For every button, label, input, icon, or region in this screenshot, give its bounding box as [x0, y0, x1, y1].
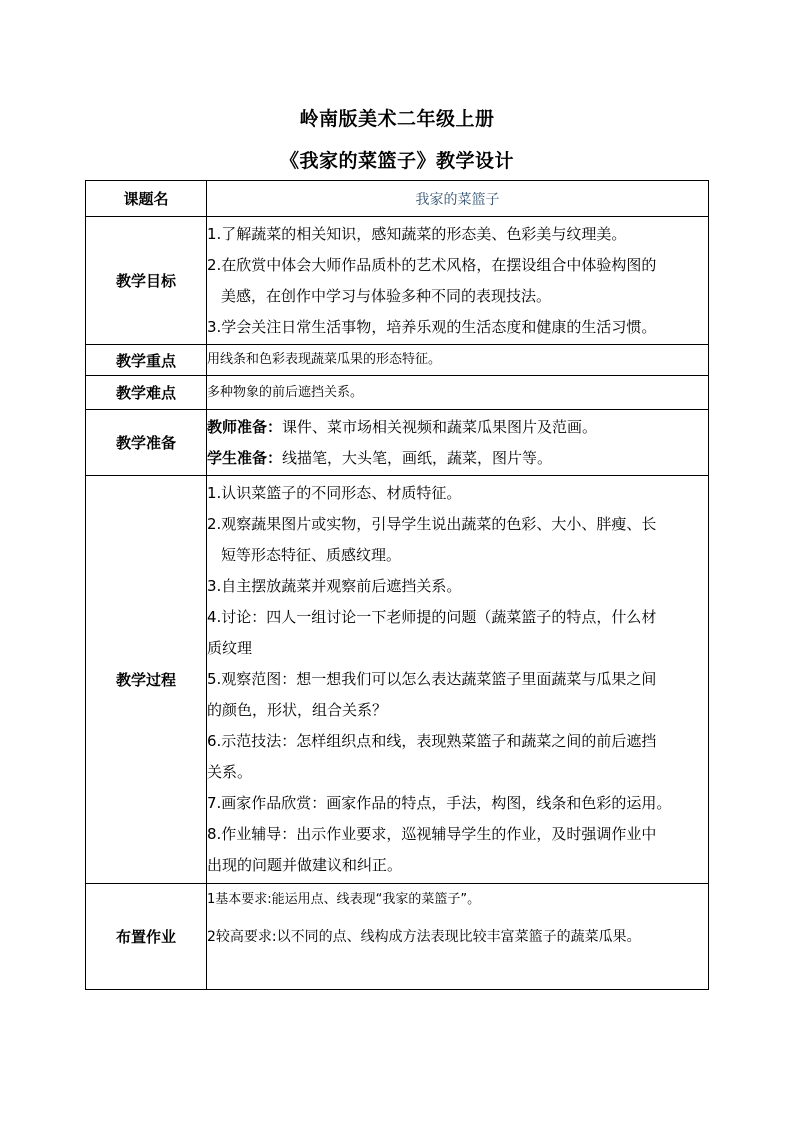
- process-item: 出现的问题并做建议和纠正。: [207, 856, 403, 874]
- label-prep: 教学准备: [86, 410, 207, 476]
- process-item: 的颜色，形状，组合关系？: [207, 701, 388, 719]
- row-goals: [86, 217, 709, 345]
- process-item: 关系。: [207, 763, 253, 781]
- label-process: 教学过程: [86, 476, 207, 884]
- label-key: 教学重点: [86, 345, 207, 376]
- document-subtitle: 《我家的菜篮子》教学设计: [279, 150, 514, 172]
- label-goals: 教学目标: [86, 217, 207, 345]
- value-key: 用线条和色彩表现蔬菜瓜果的形态特征。: [207, 352, 442, 367]
- teacher-prep: [207, 412, 708, 443]
- value-difficulty: 多种物象的前后遮挡关系。: [207, 384, 364, 400]
- process-item: 5.观察范图：想一想我们可以怎么表达蔬菜篮子里面蔬菜与瓜果之间: [207, 670, 657, 688]
- process-item: 4.讨论：四人一组讨论一下老师提的问题（蔬菜篮子的特点，什么材: [207, 608, 657, 626]
- goal-item: 1.了解蔬菜的相关知识，感知蔬菜的形态美、色彩美与纹理美。: [207, 224, 627, 243]
- teacher-prep-label: 教师准备：: [207, 417, 283, 436]
- label-topic: 课题名: [86, 181, 207, 217]
- label-homework: 布置作业: [86, 884, 207, 990]
- process-item: 质纹理: [207, 639, 253, 657]
- value-topic: 我家的菜篮子: [207, 181, 709, 217]
- process-item: 短等形态特征、质感纹理。: [221, 546, 402, 564]
- process-item: 8.作业辅导：出示作业要求，巡视辅导学生的作业，及时强调作业中: [207, 825, 657, 843]
- student-prep-label: 学生准备：: [207, 448, 283, 467]
- value-homework: [207, 884, 709, 990]
- teacher-prep-text: 课件、菜市场相关视频和蔬菜瓜果图片及范画。: [282, 417, 598, 436]
- row-key: [86, 345, 709, 376]
- row-process: [86, 476, 709, 884]
- lesson-plan-table: [85, 180, 709, 990]
- goal-item: 2.在欣赏中体会大师作品质朴的艺术风格，在摆设组合中体验构图的: [207, 255, 657, 274]
- process-item: 7.画家作品欣赏：画家作品的特点，手法，构图，线条和色彩的运用。: [207, 794, 672, 812]
- student-prep-text: 线描笔，大头笔，画纸，蔬菜，图片等。: [282, 448, 553, 467]
- value-prep: [207, 410, 709, 476]
- value-goals: [207, 217, 709, 345]
- row-difficulty: [86, 376, 709, 410]
- document-title: 岭南版美术二年级上册: [299, 108, 495, 130]
- process-item: 1.认识菜篮子的不同形态、材质特征。: [207, 484, 462, 502]
- goal-item: 美感，在创作中学习与体验多种不同的表现技法。: [221, 286, 552, 305]
- process-item: 3.自主摆放蔬菜并观察前后遮挡关系。: [207, 577, 462, 595]
- homework-item: 1基本要求:能运用点、线表现“我家的菜篮子”。: [207, 892, 481, 907]
- process-item: 2.观察蔬果图片或实物，引导学生说出蔬菜的色彩、大小、胖瘦、长: [207, 515, 657, 533]
- value-process: [207, 476, 709, 884]
- row-homework: [86, 884, 709, 990]
- goal-item: 3.学会关注日常生活事物，培养乐观的生活态度和健康的生活习惯。: [207, 317, 657, 336]
- homework-item: 2较高要求:以不同的点、线构成方法表现比较丰富菜篮子的蔬菜瓜果。: [207, 929, 641, 945]
- label-difficulty: 教学难点: [86, 376, 207, 410]
- row-prep: [86, 410, 709, 476]
- student-prep: [207, 443, 708, 474]
- row-topic: [86, 181, 709, 217]
- process-item: 6.示范技法：怎样组织点和线，表现熟菜篮子和蔬菜之间的前后遮挡: [207, 732, 657, 750]
